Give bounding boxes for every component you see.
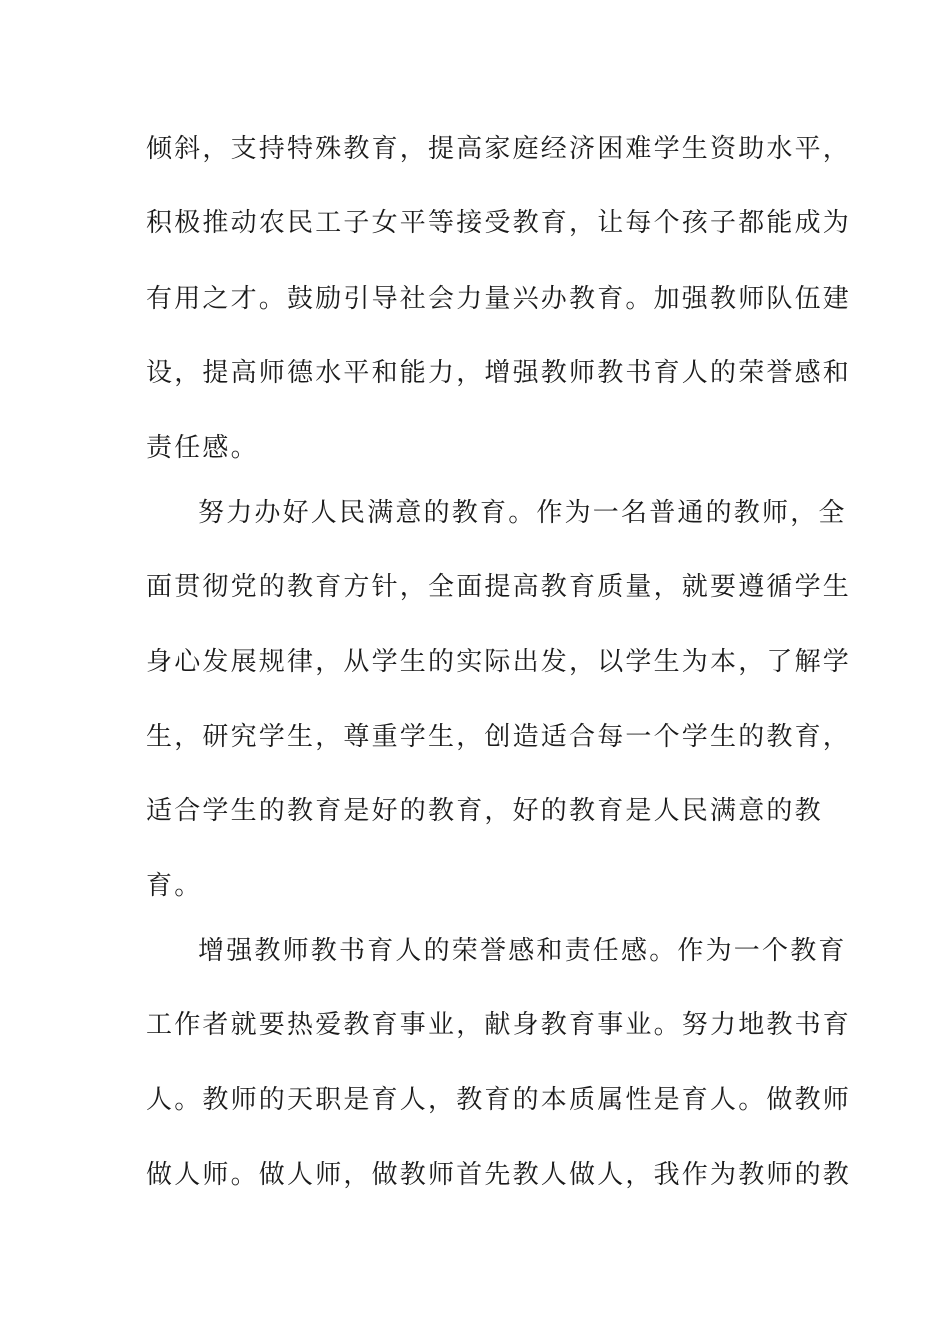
text-line: 面贯彻党的教育方针，全面提高教育质量，就要遵循学生 bbox=[146, 572, 852, 602]
text-line: 设，提高师德水平和能力，增强教师教书育人的荣誉感和 bbox=[146, 358, 852, 388]
text-line: 育。 bbox=[146, 871, 203, 901]
text-line: 人。教师的天职是育人，教育的本质属性是育人。做教师 bbox=[146, 1085, 852, 1115]
text-line: 身心发展规律，从学生的实际出发，以学生为本，了解学 bbox=[146, 647, 852, 677]
text-line: 适合学生的教育是好的教育，好的教育是人民满意的教 bbox=[146, 796, 823, 826]
paragraph-first-line: 努力办好人民满意的教育。作为一名普通的教师，全 bbox=[198, 498, 847, 528]
text-line: 有用之才。鼓励引导社会力量兴办教育。加强教师队伍建 bbox=[146, 284, 852, 314]
paragraph-first-line: 增强教师教书育人的荣誉感和责任感。作为一个教育 bbox=[198, 936, 847, 966]
text-line: 做人师。做人师，做教师首先教人做人，我作为教师的教 bbox=[146, 1160, 852, 1190]
text-line: 生，研究学生，尊重学生，创造适合每一个学生的教育， bbox=[146, 722, 852, 752]
text-line: 责任感。 bbox=[146, 433, 259, 463]
text-line: 工作者就要热爱教育事业，献身教育事业。努力地教书育 bbox=[146, 1010, 852, 1040]
text-line: 倾斜，支持特殊教育，提高家庭经济困难学生资助水平， bbox=[146, 134, 852, 164]
text-line: 积极推动农民工子女平等接受教育，让每个孩子都能成为 bbox=[146, 208, 852, 238]
